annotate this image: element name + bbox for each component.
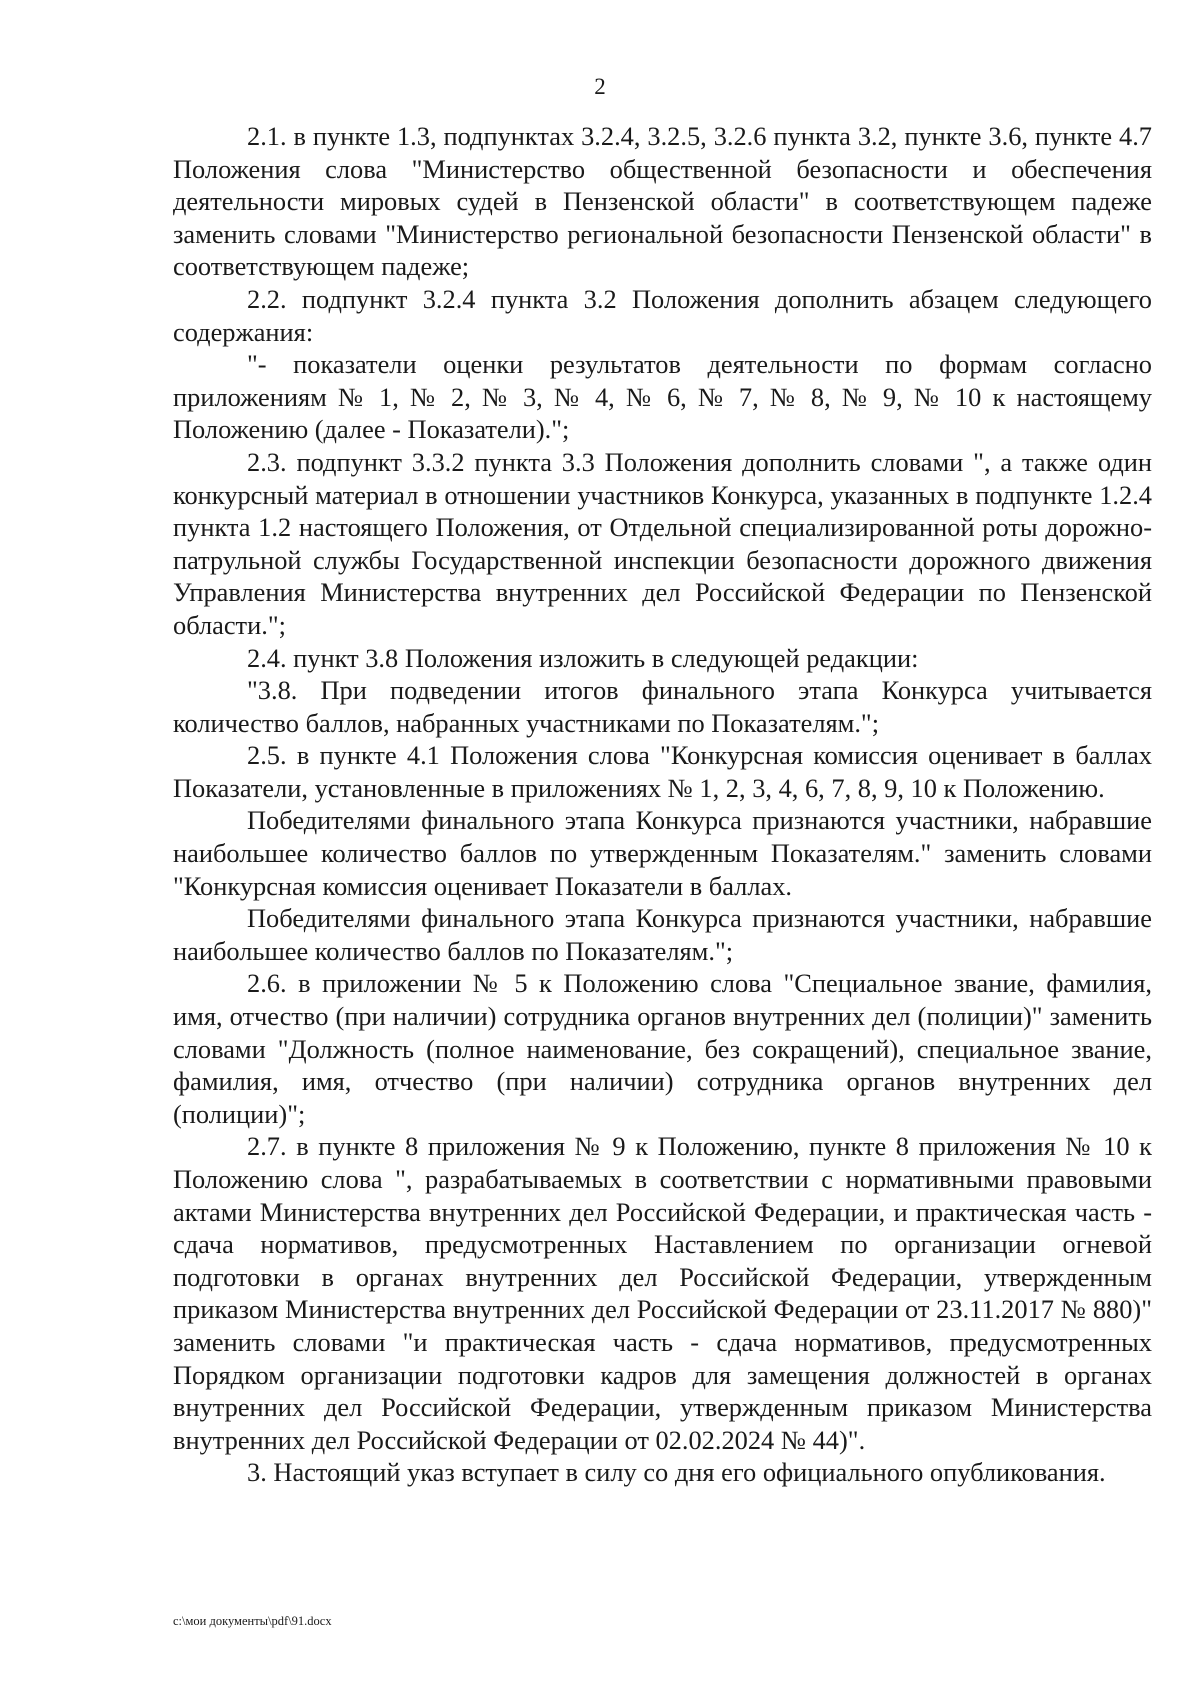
paragraph-2-4: 2.4. пункт 3.8 Положения изложить в следующей редакции:: [247, 642, 919, 673]
document-body: [173, 120, 1152, 1489]
file-path-footer: c:\мои документы\pdf\91.docx: [173, 1614, 332, 1628]
paragraph-2-5: 2.5. в пункте 4.1 Положения слова "Конкурсная комиссия оценивает в баллах Показатели, установленные в приложениях № 1, 2, 3, 4, 6, 7, 8, 9, 10 к Положению.: [173, 740, 1152, 803]
page-number: 2: [594, 74, 606, 99]
paragraph-2-7: 2.7. в пункте 8 приложения № 9 к Положению, пункте 8 приложения № 10 к Положению слова ", разрабатываемых в соответствии с нормативными правовыми актами Министерства внутренних дел Российской Федерации, и практическая часть - сдача нормативов, предусмотренных Наставлением по организации огневой подготовки в органах внутренних дел Российской Федерации, утвержденным приказом Министерства внутренних дел Российской Федерации от 23.11.2017 № 880)" заменить словами "и практическая часть - сдача нормативов, предусмотренных Порядком организации подготовки кадров для замещения должностей в органах внутренних дел Российской Федерации, утвержденным приказом Министерства внутренних дел Российской Федерации от 02.02.2024 № 44)".: [173, 1131, 1152, 1455]
paragraph-2-2-quote: "- показатели оценки результатов деятельности по формам согласно приложениям № 1, № 2, № 3, № 4, № 6, № 7, № 8, № 9, № 10 к настоящему Положению (далее - Показатели).";: [173, 349, 1152, 445]
paragraph-2-5-winners-old: Победителями финального этапа Конкурса признаются участники, набравшие наибольшее количество баллов по утвержденным Показателям." заменить словами "Конкурсная комиссия оценивает Показатели в баллах.: [173, 805, 1152, 901]
paragraph-2-1: 2.1. в пункте 1.3, подпунктах 3.2.4, 3.2.5, 3.2.6 пункта 3.2, пункте 3.6, пункте 4.7 Положения слова "Министерство общественной безопасности и обеспечения деятельности мировых судей в Пензенской области" в соответствующем падеже заменить словами "Министерство региональной безопасности Пензенской области" в соответствующем падеже;: [173, 121, 1152, 282]
paragraph-3: 3. Настоящий указ вступает в силу со дня его официального опубликования.: [247, 1457, 1106, 1488]
paragraph-2-6: 2.6. в приложении № 5 к Положению слова "Специальное звание, фамилия, имя, отчество (при наличии) сотрудника органов внутренних дел (полиции)" заменить словами "Должность (полное наименование, без сокращений), специальное звание, фамилия, имя, отчество (при наличии) сотрудника органов внутренних дел (полиции)";: [173, 968, 1152, 1129]
paragraph-2-5-winners-new: Победителями финального этапа Конкурса признаются участники, набравшие наибольшее количество баллов по Показателям.";: [173, 903, 1152, 966]
paragraph-2-4-quote: "3.8. При подведении итогов финального этапа Конкурса учитывается количество баллов, набранных участниками по Показателям.";: [173, 675, 1152, 738]
paragraph-2-2: 2.2. подпункт 3.2.4 пункта 3.2 Положения дополнить абзацем следующего содержания:: [173, 283, 1152, 347]
paragraph-2-3: 2.3. подпункт 3.3.2 пункта 3.3 Положения дополнить словами ", а также один конкурсный материал в отношении участников Конкурса, указанных в подпункте 1.2.4 пункта 1.2 настоящего Положения, от Отдельной специализированной роты дорожно-патрульной службы Государственной инспекции безопасности дорожного движения Управления Министерства внутренних дел Российской Федерации по Пензенской области.";: [173, 446, 1152, 640]
